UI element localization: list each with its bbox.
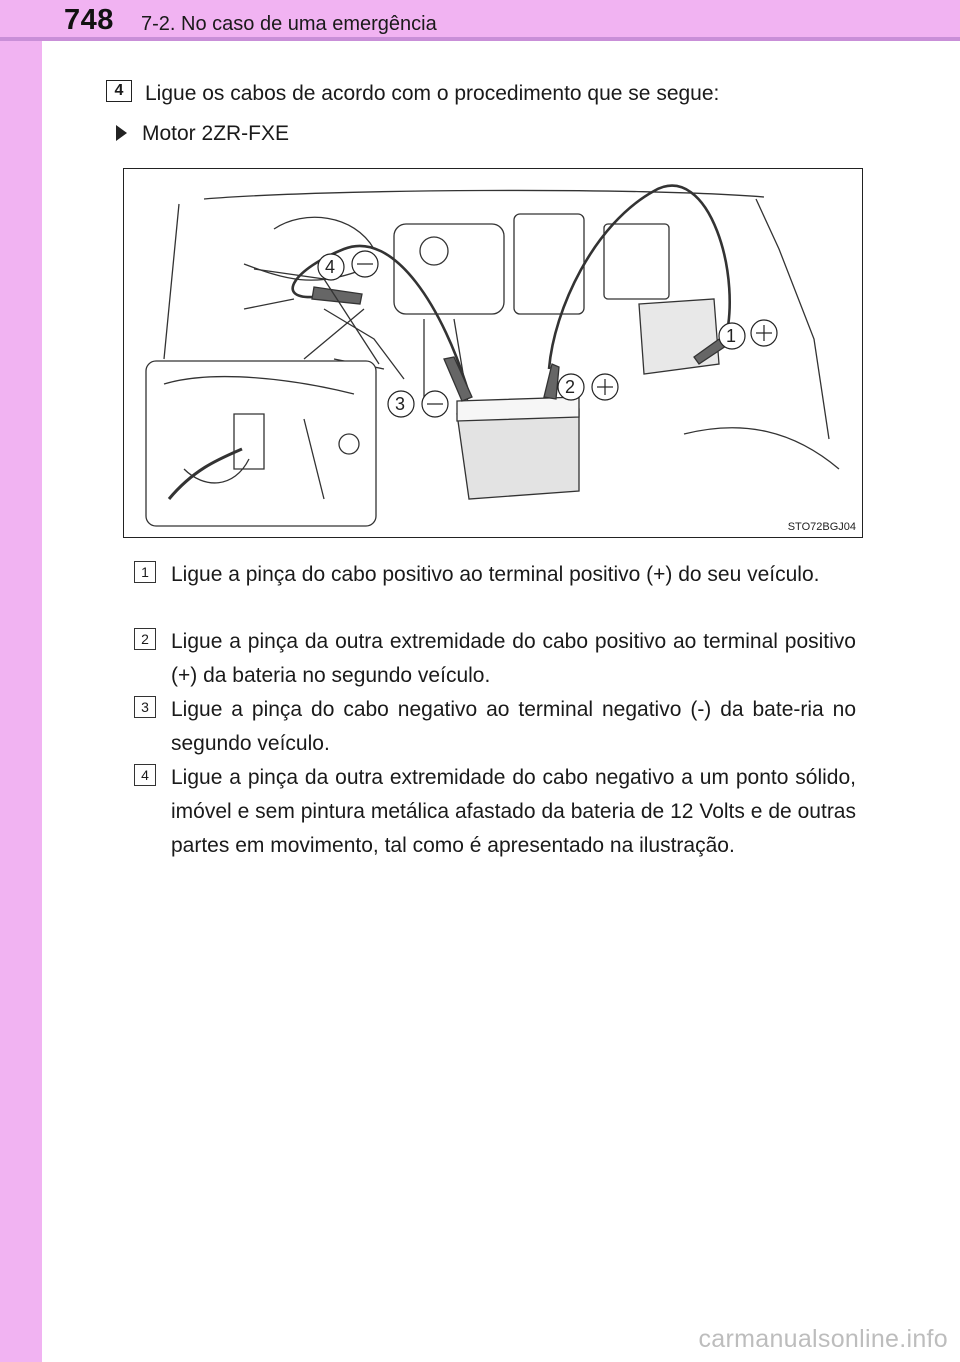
inset-leader	[254, 269, 379, 364]
clamp-2	[544, 364, 559, 399]
list-item	[134, 761, 856, 863]
clamp-4	[312, 287, 362, 304]
item-number: 2	[134, 628, 156, 650]
item-number: 1	[134, 561, 156, 583]
engine-cap	[420, 237, 448, 265]
callout-4-label: 4	[325, 257, 336, 277]
engine-part	[514, 214, 584, 314]
fuse-box	[604, 224, 669, 299]
triangle-bullet-icon	[116, 125, 127, 141]
header-rule	[0, 37, 960, 41]
callout-3-label: 3	[395, 394, 406, 414]
step-number-box: 4	[106, 80, 132, 102]
side-color-strip	[0, 0, 42, 1362]
section-title: 7-2. No caso de uma emergência	[141, 13, 437, 35]
callout-1-label: 1	[726, 326, 737, 346]
hood-edge	[204, 190, 764, 199]
page-number: 748	[64, 4, 114, 36]
figure-code: STO72BGJ04	[787, 521, 856, 533]
item-number: 4	[134, 764, 156, 786]
list-item	[134, 625, 856, 693]
booster-battery-top	[457, 397, 579, 421]
vehicle-battery	[639, 299, 719, 374]
item-text: Ligue a pinça da outra extremidade do cabo positivo ao terminal positivo (+) da bateria no segundo veículo.	[171, 630, 856, 687]
engine-variant-label: Motor 2ZR-FXE	[142, 122, 290, 145]
inset-panel	[146, 361, 376, 526]
car-body-line	[684, 428, 839, 469]
engine-cover	[394, 224, 504, 314]
item-number: 3	[134, 696, 156, 718]
engine-bay-drawing	[124, 169, 864, 539]
list-item	[134, 693, 856, 761]
engine-variant	[116, 122, 289, 146]
watermark: carmanualsonline.info	[698, 1325, 948, 1353]
list-item	[134, 558, 856, 592]
item-text: Ligue a pinça da outra extremidade do cabo negativo a um ponto sólido, imóvel e sem pintura metálica afastado da bateria de 12 Volts e de outras partes em movimento, tal como é apresentado na ilustração.	[171, 766, 856, 857]
step-instruction: Ligue os cabos de acordo com o procedimento que se segue:	[145, 82, 720, 105]
booster-battery	[457, 409, 579, 499]
item-text: Ligue a pinça do cabo positivo ao terminal positivo (+) do seu veículo.	[171, 563, 820, 586]
jump-start-illustration	[123, 168, 863, 538]
callout-2-label: 2	[565, 377, 576, 397]
item-text: Ligue a pinça do cabo negativo ao terminal negativo (-) da bate-ria no segundo veículo.	[171, 698, 856, 755]
